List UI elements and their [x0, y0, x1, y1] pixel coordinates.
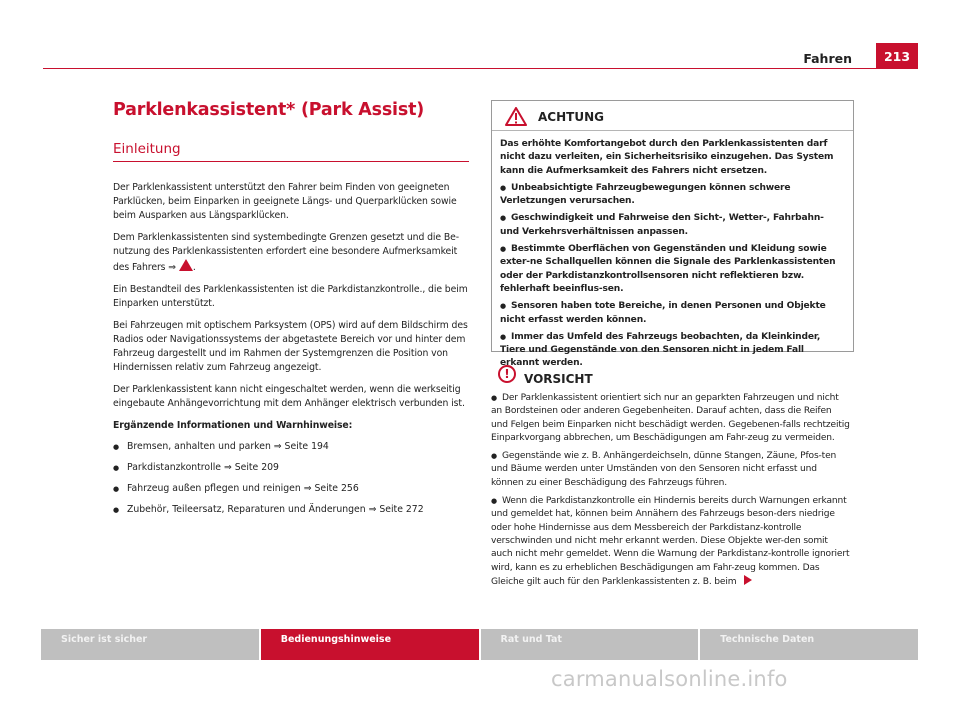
bullet-icon: ● [500, 332, 506, 341]
footer-tab-bedienungshinweise[interactable]: Bedienungshinweise [261, 629, 479, 660]
caution-item-text: Wenn die Parkdistanzkontrolle ein Hindernis bereits durch Warnungen erkannt und gemeldet hat, können beim Annähern des Fahrzeugs beson-ders niedrige oder hohe Hindernisse aus dem Messbereich der Parkdistanz-kontrolle verschwinden und nicht mehr erkannt werden. Diese Objekte wer-den somit auch nicht mehr gemeldet. Wenn die Warnung der Parkdistanz-kontrolle ignoriert wird, kann es zu erheblichen Beschädigungen am Fahr-zeug kommen. Das Gleiche gilt auch für den Parklenkassistenten z. B. beim [491, 496, 850, 587]
bullet-icon: ● [491, 394, 497, 402]
warning-item-text: Sensoren haben tote Bereiche, in denen Personen und Objekte nicht erfasst werden können. [500, 301, 826, 325]
caution-section [491, 365, 851, 589]
warning-item [500, 243, 845, 296]
section-title: Fahren [803, 51, 852, 66]
paragraph-intro: Der Parklenkassistent unterstützt den Fahrer beim Finden von geeigneten Parklücken, beim Einparken in geeignete Längs- und Querparklücken sowie beim Ausparken aus Längsparklücken. [113, 182, 457, 221]
footer-tab-sicher[interactable]: Sicher ist sicher [41, 629, 259, 660]
warning-reference-link[interactable] [179, 262, 193, 273]
caution-exclamation-icon: ! [498, 365, 516, 383]
reference-link[interactable]: ● Parkdistanzkontrolle ⇒ Seite 209 [113, 461, 469, 475]
warning-item [500, 182, 845, 209]
warning-body [492, 131, 853, 371]
paragraph-trailer: Der Parklenkassistent kann nicht eingeschaltet werden, wenn die werkseitig eingebaute Anhängevorrichtung mit dem Anhänger elektrisch verbunden ist. [113, 384, 465, 409]
paragraph-limits [113, 231, 469, 275]
caution-title: VORSICHT [524, 372, 593, 386]
warning-item [500, 212, 845, 239]
caution-item-text: Der Parklenkassistent orientiert sich nur an geparkten Fahrzeugen und nicht an Bordsteinen oder anderen Gegebenheiten. Darauf achten, dass die Reifen und Felgen beim Einparken nicht beschädigt werden. Gegebenen-falls rechtzeitig Einparkvorgang abbrechen, um Beschädigungen am Fahr-zeug zu vermeiden. [491, 393, 850, 443]
watermark: carmanualsonline.info [551, 667, 788, 691]
info-heading: Ergänzende Informationen und Warnhinweise: [113, 420, 353, 431]
reference-link[interactable]: ● Fahrzeug außen pflegen und reinigen ⇒ Seite 256 [113, 482, 469, 496]
caution-item [491, 450, 851, 490]
warning-header [492, 101, 853, 131]
paragraph-limits-end: . [192, 262, 196, 273]
section-subtitle: Einleitung [113, 141, 469, 162]
footer-nav [41, 629, 918, 660]
continue-arrow-icon[interactable] [744, 575, 752, 585]
warning-item-text: Geschwindigkeit und Fahrweise den Sicht-, Wetter-, Fahrbahn- und Verkehrsverhältnissen anpassen. [500, 213, 824, 237]
footer-tab-rat-und-tat[interactable]: Rat und Tat [481, 629, 699, 660]
bullet-icon: ● [500, 183, 506, 192]
warning-triangle-icon [179, 259, 193, 271]
reference-link[interactable]: ● Zubehör, Teileersatz, Reparaturen und Änderungen ⇒ Seite 272 [113, 503, 469, 517]
caution-header [491, 365, 851, 387]
bullet-icon: ● [500, 302, 506, 311]
warning-item-text: Unbeabsichtigte Fahrzeugbewegungen können schwere Verletzungen verursachen. [500, 182, 791, 207]
warning-triangle-icon [505, 107, 527, 126]
paragraph-limits-text: Dem Parklenkassistenten sind systembedingte Grenzen gesetzt und die Be-nutzung des Parklenkassistenten erfordert eine besondere Aufmerksamkeit des Fahrers ⇒ [113, 232, 460, 273]
warning-item-text: Immer das Umfeld des Fahrzeugs beobachten, da Kleinkinder, Tiere und Gegenstände von den Sensoren nicht in jedem Fall erkannt werden. [500, 331, 821, 369]
bullet-icon: ● [500, 214, 506, 223]
page-title: Parklenkassistent* (Park Assist) [113, 100, 425, 120]
warning-intro: Das erhöhte Komfortangebot durch den Parklenkassistenten darf nicht dazu verleiten, ein Sicherheitsrisiko einzugehen. Das System kann die Aufmerksamkeit des Fahrers nicht ersetzen. [500, 139, 834, 176]
paragraph-pdc: Ein Bestandteil des Parklenkassistenten ist die Parkdistanzkontrolle., die beim Einparken unterstützt. [113, 284, 468, 309]
bullet-icon: ● [491, 497, 497, 506]
header-rule [43, 68, 876, 69]
warning-box [491, 100, 854, 369]
caution-item [491, 495, 851, 589]
warning-title: ACHTUNG [538, 110, 604, 124]
reference-link[interactable]: ● Bremsen, anhalten und parken ⇒ Seite 194 [113, 440, 469, 454]
footer-tab-technische-daten[interactable]: Technische Daten [700, 629, 918, 660]
paragraph-ops: Bei Fahrzeugen mit optischem Parksystem (OPS) wird auf dem Bildschirm des Radios oder Navigationssystems der abgetastete Bereich vor und hinter dem Fahrzeug dargestellt und im Rahmen der Systemgrenzen die Position von Hindernissen relativ zum Fahrzeug angezeigt. [113, 320, 468, 373]
warning-item [500, 300, 845, 327]
caution-item-text: Gegenstände wie z. B. Anhängerdeichseln, dünne Stangen, Zäune, Pfos-ten und Bäume werden unter Umständen von den Sensoren nicht erfasst und können zu einer Beschädigung des Fahrzeugs führen. [491, 451, 837, 488]
left-column [113, 100, 469, 517]
warning-item-text: Bestimmte Oberflächen von Gegenständen und Kleidung sowie exter-ne Schallquellen können die Signale des Parklenkassistenten oder der Parkdistanzkontrollsensoren nicht reflektieren bzw. fehlerhaft beeinflus-sen. [500, 244, 836, 294]
reference-list [113, 440, 469, 517]
page-number: 213 [876, 43, 918, 69]
bullet-icon: ● [500, 245, 506, 254]
caution-item [491, 392, 851, 445]
bullet-icon: ● [491, 452, 497, 461]
